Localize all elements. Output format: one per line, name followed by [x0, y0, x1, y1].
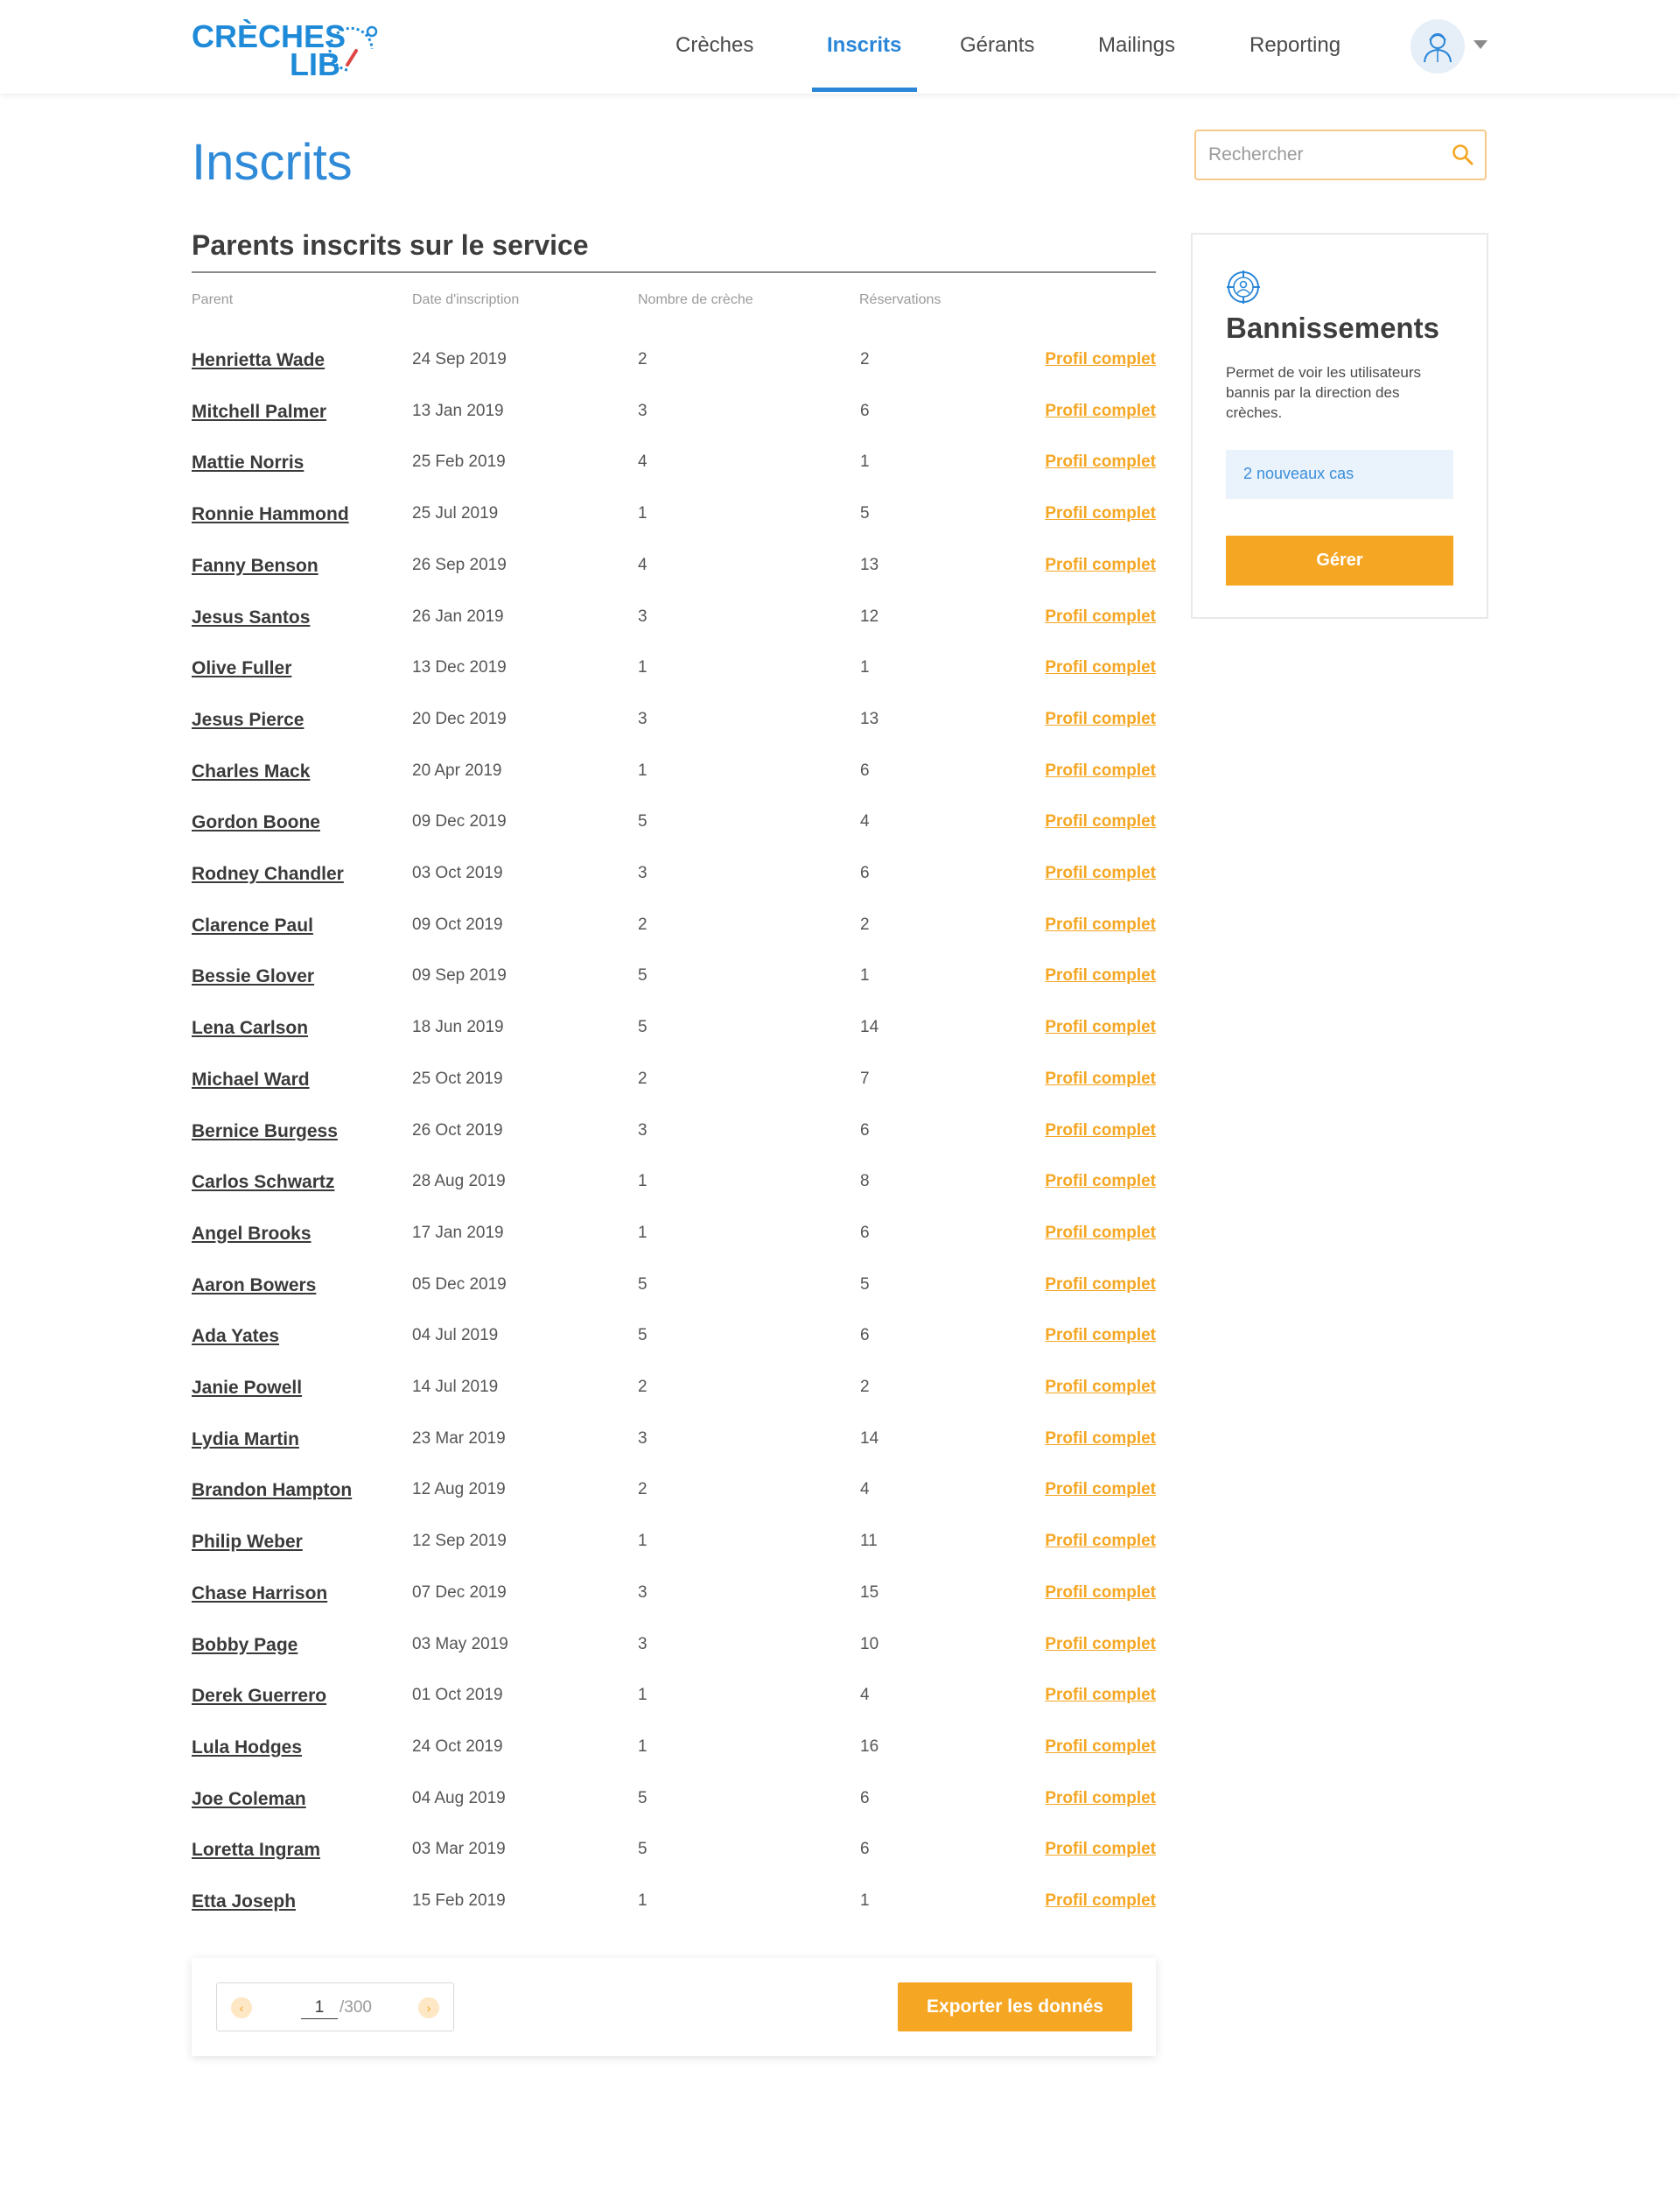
table-row: [192, 1158, 1156, 1209]
table-row: [192, 1877, 1156, 1928]
reservation-count: 10: [860, 1634, 879, 1653]
profile-status-link[interactable]: Profil complet: [1045, 504, 1156, 523]
reservation-count: 14: [860, 1428, 879, 1448]
registration-date: 09 Sep 2019: [412, 966, 507, 986]
registration-date: 28 Aug 2019: [412, 1172, 506, 1191]
creche-count: 1: [638, 1686, 648, 1705]
nav-item-mailings[interactable]: Mailings: [1098, 33, 1176, 57]
export-data-button[interactable]: Exporter les donnés: [898, 1982, 1132, 2031]
registration-date: 17 Jan 2019: [412, 1223, 504, 1242]
creche-count: 3: [638, 1634, 648, 1653]
table-row: [192, 952, 1156, 1003]
profile-status-link[interactable]: Profil complet: [1045, 1326, 1156, 1345]
parent-name-link[interactable]: Bernice Burgess: [192, 1120, 338, 1141]
reservation-count: 11: [860, 1532, 878, 1551]
page-number-input[interactable]: [301, 1996, 338, 2019]
search-input[interactable]: [1208, 142, 1445, 168]
creche-count: 5: [638, 1326, 648, 1345]
registration-date: 24 Oct 2019: [412, 1736, 503, 1756]
profile-status-link[interactable]: Profil complet: [1045, 1069, 1156, 1088]
column-header-creches: Nombre de crèche: [638, 292, 753, 307]
table-row: [192, 1210, 1156, 1260]
registration-date: 25 Jul 2019: [412, 504, 499, 523]
parent-name-link[interactable]: Olive Fuller: [192, 658, 292, 679]
reservation-count: 15: [860, 1582, 879, 1602]
parent-name-link[interactable]: Bobby Page: [192, 1634, 298, 1655]
creche-count: 3: [638, 1120, 648, 1140]
creche-count: 3: [638, 401, 648, 420]
table-row: [192, 850, 1156, 901]
table-row: [192, 438, 1156, 489]
registration-date: 03 May 2019: [412, 1634, 508, 1653]
creche-count: 3: [638, 1428, 648, 1448]
creche-count: 3: [638, 709, 648, 728]
profile-status-link[interactable]: Profil complet: [1045, 812, 1156, 831]
profile-status-link[interactable]: Profil complet: [1045, 1480, 1156, 1499]
registration-date: 25 Oct 2019: [412, 1069, 503, 1088]
creche-count: 1: [638, 504, 648, 523]
creche-count: 5: [638, 1274, 648, 1294]
registration-date: 26 Jan 2019: [412, 607, 504, 626]
logo-gauge-icon: [321, 19, 379, 75]
reservation-count: 4: [860, 1480, 870, 1499]
registration-date: 09 Oct 2019: [412, 915, 503, 934]
creche-count: 1: [638, 1223, 648, 1242]
table-row: [192, 1415, 1156, 1466]
parent-name-link[interactable]: Mitchell Palmer: [192, 401, 327, 422]
top-navigation-bar: [0, 0, 1680, 94]
profile-status-link[interactable]: Profil complet: [1045, 1634, 1156, 1653]
registration-date: 23 Mar 2019: [412, 1428, 506, 1448]
creche-count: 4: [638, 453, 648, 472]
creche-count: 3: [638, 864, 648, 882]
table-row: [192, 1466, 1156, 1517]
parent-name-link[interactable]: Mattie Norris: [192, 453, 304, 474]
logo-text-line1: CRÈCHES: [192, 18, 346, 54]
bans-description: Permet de voir les utilisateurs bannis par la direction des crèches.: [1226, 364, 1421, 421]
logo[interactable]: [192, 19, 367, 81]
parent-name-link[interactable]: Chase Harrison: [192, 1582, 328, 1603]
table-row: [192, 1518, 1156, 1568]
chevron-left-icon[interactable]: ‹: [231, 1997, 252, 2018]
table-row: [192, 1723, 1156, 1774]
registration-date: 01 Oct 2019: [412, 1686, 503, 1705]
table-row: [192, 542, 1156, 593]
reservation-count: 6: [860, 401, 870, 420]
table-row: [192, 798, 1156, 849]
reservation-count: 7: [860, 1069, 870, 1088]
reservation-count: 2: [860, 350, 870, 368]
parent-name-link[interactable]: Ada Yates: [192, 1326, 280, 1347]
creche-count: 1: [638, 658, 648, 677]
profile-status-link[interactable]: Profil complet: [1045, 761, 1156, 780]
creche-count: 5: [638, 1018, 648, 1037]
manage-bans-button[interactable]: Gérer: [1226, 536, 1453, 586]
table-row: [192, 1056, 1156, 1106]
creche-count: 5: [638, 1840, 648, 1859]
table-row: [192, 388, 1156, 438]
nav-item-creches[interactable]: Crèches: [676, 33, 754, 57]
creche-count: 2: [638, 1480, 648, 1499]
creche-count: 5: [638, 966, 648, 986]
table-row: [192, 1364, 1156, 1414]
search-icon[interactable]: [1452, 144, 1474, 166]
creche-count: 1: [638, 1172, 648, 1191]
search-box: [1194, 130, 1487, 180]
reservation-count: 16: [860, 1736, 879, 1756]
section-title: Parents inscrits sur le service: [192, 229, 589, 261]
profile-status-link[interactable]: Profil complet: [1045, 1582, 1156, 1602]
reservation-count: 12: [860, 607, 879, 626]
table-row: [192, 696, 1156, 747]
table-footer: [192, 1958, 1156, 2056]
parent-name-link[interactable]: Brandon Hampton: [192, 1480, 353, 1501]
parent-name-link[interactable]: Clarence Paul: [192, 915, 313, 936]
active-tab-indicator: [812, 88, 917, 92]
table-row: [192, 1107, 1156, 1158]
reservation-count: 6: [860, 761, 870, 780]
reservation-count: 4: [860, 812, 870, 831]
profile-status-link[interactable]: Profil complet: [1045, 1428, 1156, 1448]
reservation-count: 13: [860, 555, 879, 574]
registration-date: 12 Aug 2019: [412, 1480, 506, 1499]
reservation-count: 6: [860, 1223, 870, 1242]
registration-date: 14 Jul 2019: [412, 1378, 499, 1396]
table-row: [192, 1312, 1156, 1363]
reservation-count: 1: [860, 966, 870, 986]
profile-status-link[interactable]: Profil complet: [1045, 453, 1156, 472]
parent-name-link[interactable]: Etta Joseph: [192, 1891, 297, 1912]
reservation-count: 2: [860, 915, 870, 934]
chevron-right-icon[interactable]: ›: [418, 1997, 439, 2018]
registration-date: 03 Mar 2019: [412, 1840, 506, 1859]
profile-status-link[interactable]: Profil complet: [1045, 1223, 1156, 1242]
parent-name-link[interactable]: Derek Guerrero: [192, 1686, 327, 1707]
profile-status-link[interactable]: Profil complet: [1045, 1172, 1156, 1191]
parent-name-link[interactable]: Henrietta Wade: [192, 350, 326, 370]
reservation-count: 5: [860, 504, 870, 523]
reservation-count: 1: [860, 1891, 870, 1910]
registration-date: 05 Dec 2019: [412, 1274, 507, 1294]
column-header-reservations: Réservations: [859, 292, 942, 307]
parent-name-link[interactable]: Bessie Glover: [192, 966, 315, 987]
logo-text-line2: LIB: [290, 46, 340, 82]
column-header-date: Date d'inscription: [412, 292, 520, 307]
parent-name-link[interactable]: Jesus Santos: [192, 607, 311, 628]
profile-status-link[interactable]: Profil complet: [1045, 1840, 1156, 1859]
registration-date: 24 Sep 2019: [412, 350, 507, 368]
column-header-parent: Parent: [192, 292, 234, 307]
profile-status-link[interactable]: Profil complet: [1045, 658, 1156, 677]
registration-date: 04 Jul 2019: [412, 1326, 499, 1345]
profile-status-link[interactable]: Profil complet: [1045, 1736, 1156, 1756]
parent-name-link[interactable]: Michael Ward: [192, 1069, 310, 1090]
reservation-count: 6: [860, 864, 870, 882]
creche-count: 1: [638, 1891, 648, 1910]
profile-status-link[interactable]: Profil complet: [1045, 966, 1156, 986]
creche-count: 1: [638, 761, 648, 780]
creche-count: 4: [638, 555, 648, 574]
nav-item-inscrits[interactable]: Inscrits: [827, 33, 902, 57]
profile-status-link[interactable]: Profil complet: [1045, 1891, 1156, 1910]
bans-title: Bannissements: [1226, 312, 1439, 344]
table-row: [192, 1826, 1156, 1877]
creche-count: 2: [638, 1069, 648, 1088]
registration-date: 09 Dec 2019: [412, 812, 507, 831]
parent-name-link[interactable]: Fanny Benson: [192, 555, 318, 576]
registration-date: 20 Apr 2019: [412, 761, 502, 780]
creche-count: 5: [638, 812, 648, 831]
bans-card: [1191, 233, 1488, 619]
parent-name-link[interactable]: Aaron Bowers: [192, 1274, 317, 1295]
reservation-count: 6: [860, 1788, 870, 1807]
registration-date: 18 Jun 2019: [412, 1018, 504, 1037]
table-row: [192, 336, 1156, 387]
nav-item-gerants[interactable]: Gérants: [960, 33, 1035, 57]
table-row: [192, 1004, 1156, 1055]
parent-name-link[interactable]: Angel Brooks: [192, 1223, 312, 1244]
creche-count: 2: [638, 915, 648, 934]
profile-status-link[interactable]: Profil complet: [1045, 350, 1156, 368]
reservation-count: 6: [860, 1840, 870, 1859]
registration-date: 07 Dec 2019: [412, 1582, 507, 1602]
page-total: /300: [340, 1998, 372, 2017]
registration-date: 26 Oct 2019: [412, 1120, 503, 1140]
parent-name-link[interactable]: Loretta Ingram: [192, 1840, 321, 1861]
reservation-count: 1: [860, 453, 870, 472]
creche-count: 1: [638, 1532, 648, 1551]
nav-item-reporting[interactable]: Reporting: [1250, 33, 1341, 57]
profile-status-link[interactable]: Profil complet: [1045, 1788, 1156, 1807]
profile-status-link[interactable]: Profil complet: [1045, 607, 1156, 626]
user-avatar-icon: [1422, 30, 1453, 63]
table-row: [192, 747, 1156, 798]
registration-date: 15 Feb 2019: [412, 1891, 506, 1910]
table-row: [192, 1569, 1156, 1620]
table-row: [192, 1621, 1156, 1672]
profile-status-link[interactable]: Profil complet: [1045, 709, 1156, 728]
profile-status-link[interactable]: Profil complet: [1045, 1274, 1156, 1294]
caret-down-icon[interactable]: [1474, 40, 1488, 49]
table-row: [192, 644, 1156, 695]
table-row: [192, 1261, 1156, 1312]
parent-name-link[interactable]: Lydia Martin: [192, 1428, 299, 1449]
creche-count: 2: [638, 1378, 648, 1396]
registration-date: 20 Dec 2019: [412, 709, 507, 728]
page-title: Inscrits: [192, 134, 353, 191]
reservation-count: 2: [860, 1378, 870, 1396]
registration-date: 25 Feb 2019: [412, 453, 506, 472]
profile-status-link[interactable]: Profil complet: [1045, 555, 1156, 574]
parent-name-link[interactable]: Janie Powell: [192, 1378, 303, 1398]
registration-date: 03 Oct 2019: [412, 864, 503, 882]
registration-date: 04 Aug 2019: [412, 1788, 506, 1807]
reservation-count: 14: [860, 1018, 879, 1037]
parent-name-link[interactable]: Lula Hodges: [192, 1736, 303, 1758]
parent-name-link[interactable]: Jesus Pierce: [192, 709, 304, 730]
reservation-count: 5: [860, 1274, 870, 1294]
table-row: [192, 902, 1156, 952]
section-divider: [192, 271, 1156, 273]
pagination: [216, 1982, 454, 2031]
profile-status-link[interactable]: Profil complet: [1045, 1018, 1156, 1037]
registration-date: 13 Dec 2019: [412, 658, 507, 677]
profile-status-link[interactable]: Profil complet: [1045, 1378, 1156, 1396]
reservation-count: 6: [860, 1120, 870, 1140]
reservation-count: 8: [860, 1172, 870, 1191]
parent-name-link[interactable]: Rodney Chandler: [192, 864, 344, 884]
parent-name-link[interactable]: Ronnie Hammond: [192, 504, 349, 525]
new-cases-badge: 2 nouveaux cas: [1226, 450, 1453, 499]
profile-status-link[interactable]: Profil complet: [1045, 1532, 1156, 1551]
creche-count: 2: [638, 350, 648, 368]
registration-date: 13 Jan 2019: [412, 401, 504, 420]
profile-status-link[interactable]: Profil complet: [1045, 401, 1156, 420]
registration-date: 12 Sep 2019: [412, 1532, 507, 1551]
parent-name-link[interactable]: Joe Coleman: [192, 1788, 306, 1809]
table-row: [192, 593, 1156, 644]
parent-name-link[interactable]: Lena Carlson: [192, 1018, 309, 1039]
table-row: [192, 1672, 1156, 1722]
creche-count: 3: [638, 607, 648, 626]
reservation-count: 1: [860, 658, 870, 677]
profile-status-link[interactable]: Profil complet: [1045, 864, 1156, 882]
table-row: [192, 1775, 1156, 1826]
creche-count: 1: [638, 1736, 648, 1756]
creche-count: 5: [638, 1788, 648, 1807]
parent-name-link[interactable]: Gordon Boone: [192, 812, 320, 833]
profile-status-link[interactable]: Profil complet: [1045, 1120, 1156, 1140]
profile-status-link[interactable]: Profil complet: [1045, 1686, 1156, 1705]
user-avatar[interactable]: [1410, 19, 1465, 74]
reservation-count: 13: [860, 709, 879, 728]
registration-date: 26 Sep 2019: [412, 555, 507, 574]
table-row: [192, 490, 1156, 541]
parent-name-link[interactable]: Philip Weber: [192, 1532, 303, 1553]
parent-name-link[interactable]: Charles Mack: [192, 761, 311, 782]
parent-name-link[interactable]: Carlos Schwartz: [192, 1172, 335, 1193]
ban-target-icon: [1226, 270, 1261, 305]
reservation-count: 6: [860, 1326, 870, 1345]
profile-status-link[interactable]: Profil complet: [1045, 915, 1156, 934]
creche-count: 3: [638, 1582, 648, 1602]
reservation-count: 4: [860, 1686, 870, 1705]
